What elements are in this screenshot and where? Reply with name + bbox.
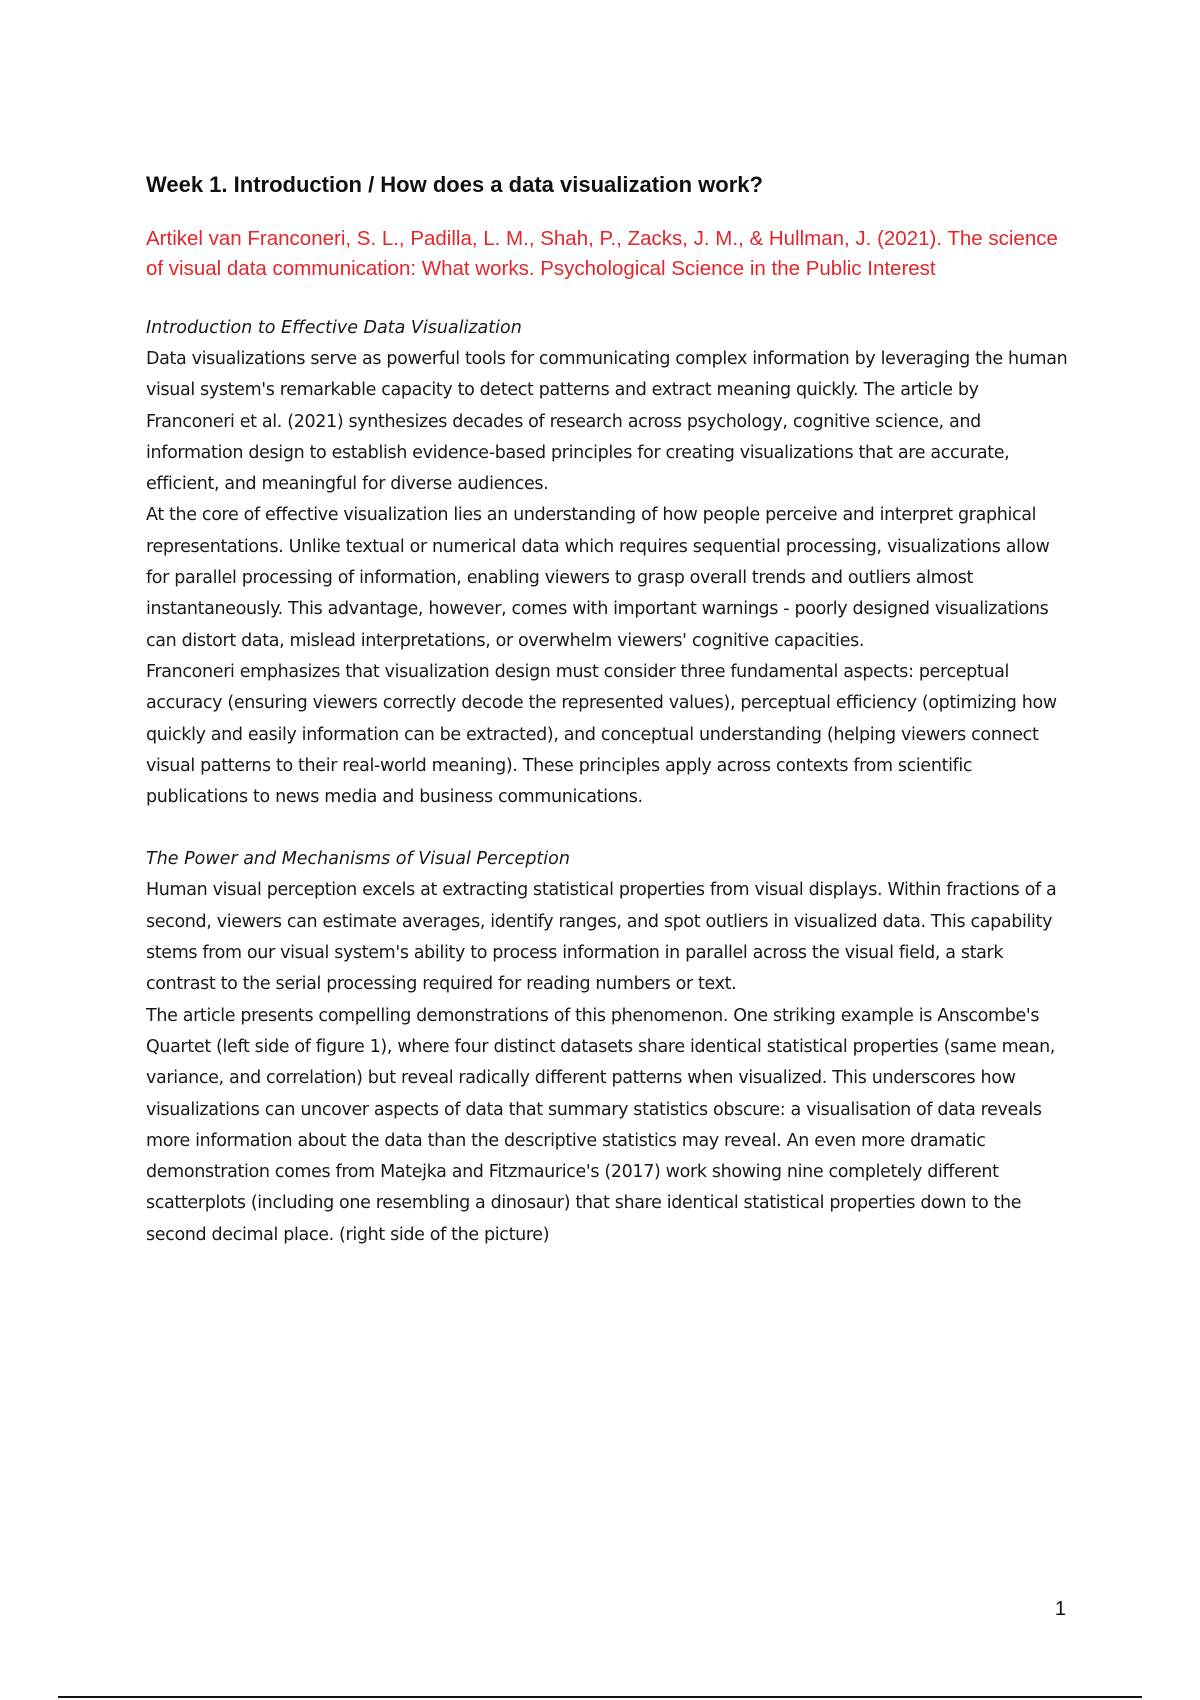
paragraph: Franconeri emphasizes that visualization design must consider three fundamental aspects: perceptual accuracy (ensuring viewers correctly decode the represented values), perceptual efficiency (optimizing how quickly and easily information can be extracted), and conceptual understanding (helping viewers connect visual patterns to their real-world meaning). These principles apply across contexts from scientific publications to news media and business communications. bbox=[146, 661, 1057, 808]
paragraph: Human visual perception excels at extracting statistical properties from visual displays. Within fractions of a second, viewers can estimate averages, identify ranges, and spot outliers in visualized data. This capability stems from our visual system's ability to process information in parallel across the visual field, a stark contrast to the serial processing required for reading numbers or text. bbox=[146, 880, 1057, 995]
page-content bbox=[146, 170, 1068, 1282]
paragraph: The article presents compelling demonstrations of this phenomenon. One striking example is Anscombe's Quartet (left side of figure 1), where four distinct datasets share identical statistical properties (same mean, variance, and correlation) but reveal radically different patterns when visualized. This underscores how visualizations can uncover aspects of data that summary statistics obscure: a visualisation of data reveals more information about the data than the descriptive statistics may reveal. An even more dramatic demonstration comes from Matejka and Fitzmaurice's (2017) work showing nine completely different scatterplots (including one resembling a dinosaur) that share identical statistical properties down to the second decimal place. (right side of the picture) bbox=[146, 1005, 1056, 1245]
section-heading: The Power and Mechanisms of Visual Perception bbox=[146, 849, 570, 870]
section-introduction bbox=[146, 313, 1068, 813]
page-number: 1 bbox=[1054, 1598, 1066, 1620]
section-heading: Introduction to Effective Data Visualization bbox=[146, 318, 522, 338]
article-reference: Artikel van Franconeri, S. L., Padilla, L. M., Shah, P., Zacks, J. M., & Hullman, J. (2021). The science of visual data communication: What works. Psychological Science in the Public Interest bbox=[146, 227, 1058, 280]
paragraph: At the core of effective visualization lies an understanding of how people perceive and interpret graphical representations. Unlike textual or numerical data which requires sequential processing, visualizations allow for parallel processing of information, enabling viewers to grasp overall trends and outliers almost instantaneously. This advantage, however, comes with important warnings - poorly designed visualizations can distort data, mislead interpretations, or overwhelm viewers' cognitive capacities. bbox=[146, 505, 1050, 651]
page-title: Week 1. Introduction / How does a data visualization work? bbox=[146, 172, 763, 197]
page-bottom-rule bbox=[58, 1696, 1142, 1698]
section-visual-perception bbox=[146, 844, 1068, 1251]
paragraph: Data visualizations serve as powerful tools for communicating complex information by leveraging the human visual system's remarkable capacity to detect patterns and extract meaning quickly. The article by Franconeri et al. (2021) synthesizes decades of research across psychology, cognitive science, and information design to establish evidence-based principles for creating visualizations that are accurate, efficient, and meaningful for diverse audiences. bbox=[146, 349, 1068, 495]
